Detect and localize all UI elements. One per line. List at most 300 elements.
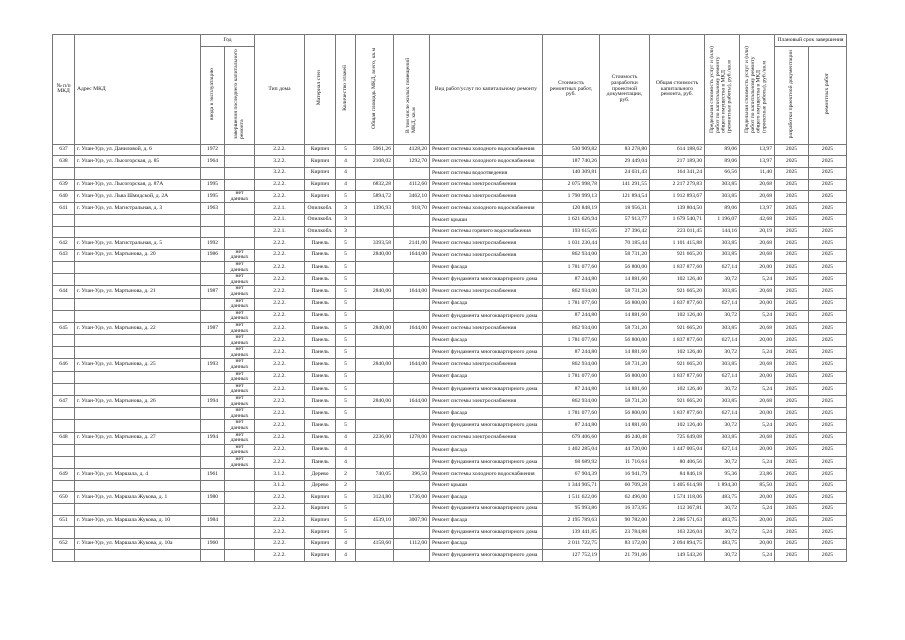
repair-cost-cell: 862 934,00 xyxy=(543,359,600,371)
year-commission-cell: 1993 xyxy=(201,359,225,371)
total-area-cell: 4539,10 xyxy=(356,515,394,527)
header-residential-area: В том числе жилых помещений МКД, кв.м xyxy=(394,35,430,145)
work-type-cell: Ремонт системы водоотведения xyxy=(430,168,543,180)
house-type-cell: 2.2.2. xyxy=(255,286,305,298)
limit-design-cell: 20,68 xyxy=(740,432,775,444)
design-cost-cell: 90 782,00 xyxy=(600,515,650,527)
total-area-cell: 2236,00 xyxy=(356,432,394,444)
total-area-cell: 2840,00 xyxy=(356,359,394,371)
year-last-repair-cell xyxy=(225,215,255,227)
work-type-cell: Ремонт системы холодного водоснабжения xyxy=(430,203,543,215)
work-type-cell: Ремонт фундамента многоквартирного дома xyxy=(430,527,543,539)
address-cell xyxy=(75,550,201,562)
address-cell: г. Улан-Удэ, ул. Маршала Жукова, д. 10а xyxy=(75,538,201,550)
residential-area-cell xyxy=(394,310,430,322)
header-deadline-works: ремонтных работ xyxy=(809,47,847,145)
year-last-repair-cell: нет данных xyxy=(225,261,255,273)
num-cell: 641 xyxy=(53,203,75,215)
table-row xyxy=(53,347,847,359)
num-cell: 651 xyxy=(53,515,75,527)
table-row xyxy=(53,286,847,298)
floors-cell: 2 xyxy=(336,480,356,492)
header-repair-cost: Стоимость ремонтных работ, руб. xyxy=(543,35,600,145)
year-last-repair-cell: нет данных xyxy=(225,396,255,408)
total-cost-cell: 1 837 877,60 xyxy=(650,408,705,420)
limit-repair-cell: 303,85 xyxy=(705,396,740,408)
limit-repair-cell: 483,75 xyxy=(705,515,740,527)
year-commission-cell: 1987 xyxy=(201,286,225,298)
year-commission-cell xyxy=(201,347,225,359)
address-cell: г. Улан-Удэ, ул. Лысогорская, д. 85 xyxy=(75,156,201,168)
deadline-works-cell: 2025 xyxy=(809,298,847,310)
num-cell: 638 xyxy=(53,156,75,168)
design-cost-cell: 21 791,06 xyxy=(600,550,650,562)
design-cost-cell: 58 731,20 xyxy=(600,249,650,261)
header-num: № п/п МКД xyxy=(53,35,75,145)
table-row xyxy=(53,469,847,481)
year-last-repair-cell xyxy=(225,179,255,191)
repair-cost-cell: 1 511 622,06 xyxy=(543,492,600,504)
floors-cell: 5 xyxy=(336,359,356,371)
deadline-design-cell: 2025 xyxy=(775,298,809,310)
work-type-cell: Ремонт фасада xyxy=(430,298,543,310)
year-commission-cell xyxy=(201,480,225,492)
house-type-cell: 2.2.2. xyxy=(255,261,305,273)
design-cost-cell: 56 800,00 xyxy=(600,335,650,347)
year-last-repair-cell xyxy=(225,527,255,539)
repair-cost-cell: 87 244,80 xyxy=(543,347,600,359)
table-row xyxy=(53,396,847,408)
work-type-cell: Ремонт фундамента многоквартирного дома xyxy=(430,383,543,395)
wall-material-cell: Кирпич xyxy=(305,179,336,191)
work-type-cell: Ремонт системы электроснабжения xyxy=(430,432,543,444)
total-cost-cell: 1 574 118,06 xyxy=(650,492,705,504)
deadline-design-cell: 2025 xyxy=(775,359,809,371)
deadline-works-cell: 2025 xyxy=(809,322,847,334)
limit-repair-cell: 30,72 xyxy=(705,310,740,322)
table-row xyxy=(53,480,847,492)
residential-area-cell: 1644,00 xyxy=(394,286,430,298)
limit-design-cell: 20,00 xyxy=(740,538,775,550)
residential-area-cell: 1644,00 xyxy=(394,322,430,334)
total-cost-cell: 2 217 279,83 xyxy=(650,179,705,191)
year-commission-cell xyxy=(201,408,225,420)
table-row xyxy=(53,444,847,456)
design-cost-cell: 29 449,04 xyxy=(600,156,650,168)
num-cell xyxy=(53,274,75,286)
address-cell: г. Улан-Удэ, ул. Мартынова, д. 20 xyxy=(75,249,201,261)
residential-area-cell xyxy=(394,298,430,310)
address-cell xyxy=(75,168,201,180)
total-cost-cell: 2 094 894,75 xyxy=(650,538,705,550)
num-cell xyxy=(53,456,75,468)
limit-design-cell: 20,19 xyxy=(740,226,775,238)
house-type-cell: 2.2.2. xyxy=(255,347,305,359)
work-type-cell: Ремонт фундамента многоквартирного дома xyxy=(430,420,543,432)
year-last-repair-cell: нет данных xyxy=(225,347,255,359)
deadline-design-cell: 2025 xyxy=(775,371,809,383)
house-type-cell: 2.2.2. xyxy=(255,310,305,322)
table-row xyxy=(53,310,847,322)
deadline-works-cell: 2025 xyxy=(809,238,847,250)
house-type-cell: 2.2.2. xyxy=(255,456,305,468)
total-area-cell xyxy=(356,261,394,273)
year-commission-cell xyxy=(201,456,225,468)
total-area-cell xyxy=(356,527,394,539)
limit-repair-cell: 627,14 xyxy=(705,371,740,383)
header-limit-design: Предельная стоимость услуг и (или) работ по капитальному ремонту общего имущества в МКД (проектные работы), руб./кв.м xyxy=(740,35,775,145)
total-cost-cell: 1 679 540,71 xyxy=(650,215,705,227)
total-cost-cell: 102 126,40 xyxy=(650,274,705,286)
year-last-repair-cell: нет данных xyxy=(225,432,255,444)
limit-repair-cell: 303,85 xyxy=(705,359,740,371)
repair-cost-cell: 1 402 285,04 xyxy=(543,444,600,456)
deadline-design-cell: 2025 xyxy=(775,408,809,420)
wall-material-cell: Кирпич xyxy=(305,144,336,156)
table-row xyxy=(53,432,847,444)
num-cell xyxy=(53,261,75,273)
floors-cell: 5 xyxy=(336,371,356,383)
limit-design-cell: 20,00 xyxy=(740,371,775,383)
total-area-cell: 2840,00 xyxy=(356,286,394,298)
total-area-cell xyxy=(356,226,394,238)
repair-cost-cell: 2 011 722,75 xyxy=(543,538,600,550)
table-row xyxy=(53,261,847,273)
year-last-repair-cell: нет данных xyxy=(225,383,255,395)
table-row xyxy=(53,383,847,395)
header-wall-material: Материал стен xyxy=(305,35,336,145)
year-commission-cell xyxy=(201,371,225,383)
house-type-cell: 3.2.2. xyxy=(255,156,305,168)
deadline-works-cell: 2025 xyxy=(809,408,847,420)
address-cell xyxy=(75,335,201,347)
total-area-cell xyxy=(356,274,394,286)
floors-cell: 5 xyxy=(336,298,356,310)
year-commission-cell: 1995 xyxy=(201,179,225,191)
total-cost-cell: 139 804,50 xyxy=(650,203,705,215)
wall-material-cell: Кирпич xyxy=(305,515,336,527)
house-type-cell: 3.1.2. xyxy=(255,469,305,481)
table-row xyxy=(53,515,847,527)
design-cost-cell: 141 291,55 xyxy=(600,179,650,191)
deadline-works-cell: 2025 xyxy=(809,179,847,191)
floors-cell: 5 xyxy=(336,347,356,359)
repair-cost-cell: 862 934,00 xyxy=(543,286,600,298)
address-cell: г. Улан-Удэ, ул. Лысогорская, д. 87А xyxy=(75,179,201,191)
house-type-cell: 2.2.2. xyxy=(255,144,305,156)
total-cost-cell: 102 126,40 xyxy=(650,347,705,359)
residential-area-cell xyxy=(394,550,430,562)
table-row xyxy=(53,420,847,432)
year-commission-cell: 1963 xyxy=(201,203,225,215)
year-commission-cell: 1984 xyxy=(201,515,225,527)
house-type-cell: 2.2.2. xyxy=(255,538,305,550)
header-year-last-repair: завершения последнего капитального ремонта xyxy=(225,47,255,145)
limit-design-cell: 20,68 xyxy=(740,286,775,298)
design-cost-cell: 46 240,48 xyxy=(600,432,650,444)
design-cost-cell: 56 800,00 xyxy=(600,298,650,310)
floors-cell: 4 xyxy=(336,179,356,191)
limit-design-cell: 5,24 xyxy=(740,383,775,395)
deadline-works-cell: 2025 xyxy=(809,191,847,203)
limit-repair-cell: 303,85 xyxy=(705,432,740,444)
total-cost-cell: 1 837 877,60 xyxy=(650,298,705,310)
work-type-cell: Ремонт фасада xyxy=(430,408,543,420)
residential-area-cell xyxy=(394,480,430,492)
address-cell xyxy=(75,298,201,310)
limit-design-cell: 20,00 xyxy=(740,298,775,310)
deadline-works-cell: 2025 xyxy=(809,215,847,227)
address-cell: г. Улан-Удэ, ул. Маршала Жукова, д. 10 xyxy=(75,515,201,527)
repair-cost-cell: 862 934,00 xyxy=(543,322,600,334)
floors-cell: 4 xyxy=(336,538,356,550)
floors-cell: 2 xyxy=(336,469,356,481)
residential-area-cell xyxy=(394,444,430,456)
floors-cell: 5 xyxy=(336,261,356,273)
design-cost-cell: 14 881,60 xyxy=(600,383,650,395)
year-last-repair-cell xyxy=(225,203,255,215)
residential-area-cell: 1644,00 xyxy=(394,396,430,408)
year-commission-cell: 1960 xyxy=(201,538,225,550)
num-cell: 643 xyxy=(53,249,75,261)
wall-material-cell: Панель xyxy=(305,347,336,359)
residential-area-cell xyxy=(394,408,430,420)
floors-cell: 5 xyxy=(336,503,356,515)
num-cell xyxy=(53,550,75,562)
total-cost-cell: 149 543,26 xyxy=(650,550,705,562)
total-area-cell xyxy=(356,480,394,492)
limit-design-cell: 20,68 xyxy=(740,238,775,250)
address-cell: г. Улан-Удэ, ул. Магистральная, д. 3 xyxy=(75,203,201,215)
work-type-cell: Ремонт фасада xyxy=(430,444,543,456)
year-last-repair-cell xyxy=(225,144,255,156)
year-last-repair-cell: нет данных xyxy=(225,408,255,420)
total-area-cell: 6832,28 xyxy=(356,179,394,191)
limit-design-cell: 20,68 xyxy=(740,322,775,334)
repair-cost-cell: 1 781 077,60 xyxy=(543,298,600,310)
deadline-works-cell: 2025 xyxy=(809,432,847,444)
table-row xyxy=(53,274,847,286)
total-cost-cell: 1 837 877,60 xyxy=(650,371,705,383)
table-row xyxy=(53,322,847,334)
deadline-design-cell: 2025 xyxy=(775,191,809,203)
limit-repair-cell: 483,75 xyxy=(705,538,740,550)
total-cost-cell: 80 406,56 xyxy=(650,456,705,468)
total-area-cell xyxy=(356,550,394,562)
total-area-cell: 3393,58 xyxy=(356,238,394,250)
limit-repair-cell: 303,85 xyxy=(705,238,740,250)
year-commission-cell xyxy=(201,298,225,310)
limit-repair-cell: 30,72 xyxy=(705,274,740,286)
year-commission-cell: 1992 xyxy=(201,238,225,250)
work-type-cell: Ремонт крыши xyxy=(430,480,543,492)
limit-design-cell: 20,00 xyxy=(740,335,775,347)
wall-material-cell: Кирпич xyxy=(305,168,336,180)
floors-cell: 5 xyxy=(336,527,356,539)
wall-material-cell: Дерево xyxy=(305,480,336,492)
limit-repair-cell: 95,36 xyxy=(705,469,740,481)
house-type-cell: 2.2.2. xyxy=(255,527,305,539)
wall-material-cell: Панель xyxy=(305,371,336,383)
num-cell xyxy=(53,310,75,322)
limit-repair-cell: 483,75 xyxy=(705,492,740,504)
floors-cell: 4 xyxy=(336,456,356,468)
design-cost-cell: 58 731,20 xyxy=(600,359,650,371)
deadline-design-cell: 2025 xyxy=(775,310,809,322)
house-type-cell: 2.2.2. xyxy=(255,335,305,347)
design-cost-cell: 14 881,60 xyxy=(600,274,650,286)
floors-cell: 5 xyxy=(336,286,356,298)
wall-material-cell: Кирпич xyxy=(305,538,336,550)
header-deadline-group: Плановый срок завершения xyxy=(775,35,847,47)
limit-design-cell: 85,50 xyxy=(740,480,775,492)
wall-material-cell: Панель xyxy=(305,310,336,322)
limit-repair-cell: 627,14 xyxy=(705,408,740,420)
residential-area-cell: 1278,00 xyxy=(394,432,430,444)
work-type-cell: Ремонт системы электроснабжения xyxy=(430,191,543,203)
design-cost-cell: 83 278,80 xyxy=(600,144,650,156)
deadline-design-cell: 2025 xyxy=(775,144,809,156)
table-row xyxy=(53,238,847,250)
num-cell: 652 xyxy=(53,538,75,550)
address-cell xyxy=(75,527,201,539)
num-cell xyxy=(53,347,75,359)
floors-cell: 4 xyxy=(336,156,356,168)
year-last-repair-cell: нет данных xyxy=(225,444,255,456)
total-area-cell: 2108,02 xyxy=(356,156,394,168)
deadline-design-cell: 2025 xyxy=(775,480,809,492)
year-commission-cell: 1994 xyxy=(201,396,225,408)
wall-material-cell: Панель xyxy=(305,420,336,432)
deadline-design-cell: 2025 xyxy=(775,383,809,395)
num-cell xyxy=(53,444,75,456)
num-cell: 646 xyxy=(53,359,75,371)
wall-material-cell: Панель xyxy=(305,238,336,250)
deadline-design-cell: 2025 xyxy=(775,249,809,261)
repair-cost-cell: 95 993,86 xyxy=(543,503,600,515)
total-area-cell: 3124,80 xyxy=(356,492,394,504)
year-last-repair-cell: нет данных xyxy=(225,274,255,286)
deadline-design-cell: 2025 xyxy=(775,335,809,347)
year-last-repair-cell xyxy=(225,492,255,504)
deadline-works-cell: 2025 xyxy=(809,274,847,286)
limit-repair-cell: 89,06 xyxy=(705,203,740,215)
design-cost-cell: 14 881,60 xyxy=(600,420,650,432)
year-last-repair-cell xyxy=(225,469,255,481)
deadline-works-cell: 2025 xyxy=(809,492,847,504)
table-row xyxy=(53,191,847,203)
house-type-cell: 2.2.2. xyxy=(255,238,305,250)
total-area-cell xyxy=(356,408,394,420)
limit-design-cell: 5,24 xyxy=(740,274,775,286)
deadline-design-cell: 2025 xyxy=(775,538,809,550)
total-cost-cell: 725 649,08 xyxy=(650,432,705,444)
deadline-design-cell: 2025 xyxy=(775,515,809,527)
total-area-cell xyxy=(356,335,394,347)
repair-cost-cell: 2 075 998,78 xyxy=(543,179,600,191)
work-type-cell: Ремонт системы электроснабжения xyxy=(430,286,543,298)
address-cell: г. Улан-Удэ, ул. Мартынова, д. 21 xyxy=(75,286,201,298)
repair-cost-cell: 87 244,80 xyxy=(543,310,600,322)
total-area-cell: 2840,00 xyxy=(356,396,394,408)
residential-area-cell xyxy=(394,527,430,539)
year-commission-cell xyxy=(201,168,225,180)
header-work-type: Вид работ/услуг по капитальному ремонту xyxy=(430,35,543,145)
residential-area-cell: 1292,70 xyxy=(394,156,430,168)
house-type-cell: 2.2.2. xyxy=(255,298,305,310)
repair-cost-cell: 1 344 905,71 xyxy=(543,480,600,492)
year-commission-cell: 1994 xyxy=(201,432,225,444)
floors-cell: 5 xyxy=(336,420,356,432)
address-cell xyxy=(75,310,201,322)
total-area-cell xyxy=(356,503,394,515)
header-design-cost: Стоимость разработки проектной документации, руб. xyxy=(600,35,650,145)
num-cell xyxy=(53,335,75,347)
num-cell xyxy=(53,371,75,383)
repair-cost-cell: 87 244,80 xyxy=(543,383,600,395)
limit-design-cell: 13,97 xyxy=(740,156,775,168)
design-cost-cell: 60 709,28 xyxy=(600,480,650,492)
header-total-cost: Общая стоимость капитального ремонта, руб. xyxy=(650,35,705,145)
limit-design-cell: 5,24 xyxy=(740,347,775,359)
deadline-works-cell: 2025 xyxy=(809,396,847,408)
work-type-cell: Ремонт системы электроснабжения xyxy=(430,179,543,191)
residential-area-cell xyxy=(394,383,430,395)
limit-design-cell: 5,24 xyxy=(740,310,775,322)
total-cost-cell: 1 405 614,98 xyxy=(650,480,705,492)
total-cost-cell: 921 665,20 xyxy=(650,286,705,298)
deadline-works-cell: 2025 xyxy=(809,347,847,359)
deadline-design-cell: 2025 xyxy=(775,503,809,515)
wall-material-cell: Панель xyxy=(305,249,336,261)
total-cost-cell: 1 101 415,88 xyxy=(650,238,705,250)
year-last-repair-cell: нет данных xyxy=(225,322,255,334)
table-row xyxy=(53,226,847,238)
year-commission-cell xyxy=(201,335,225,347)
residential-area-cell xyxy=(394,335,430,347)
num-cell: 647 xyxy=(53,396,75,408)
limit-design-cell: 5,24 xyxy=(740,550,775,562)
total-cost-cell: 102 126,40 xyxy=(650,310,705,322)
house-type-cell: 2.2.2. xyxy=(255,492,305,504)
table-row xyxy=(53,371,847,383)
house-type-cell: 2.2.2. xyxy=(255,432,305,444)
total-area-cell xyxy=(356,215,394,227)
total-area-cell: 740,05 xyxy=(356,469,394,481)
deadline-design-cell: 2025 xyxy=(775,168,809,180)
repair-cost-cell: 187 740,26 xyxy=(543,156,600,168)
limit-design-cell: 11,40 xyxy=(740,168,775,180)
limit-repair-cell: 30,72 xyxy=(705,420,740,432)
repair-cost-cell: 120 848,19 xyxy=(543,203,600,215)
floors-cell: 4 xyxy=(336,432,356,444)
work-type-cell: Ремонт системы горячего водоснабжения xyxy=(430,226,543,238)
wall-material-cell: Панель xyxy=(305,298,336,310)
floors-cell: 3 xyxy=(336,226,356,238)
year-commission-cell xyxy=(201,550,225,562)
table-row xyxy=(53,550,847,562)
address-cell: г. Улан-Удэ, ул. Маршала Жукова, д. 1 xyxy=(75,492,201,504)
address-cell xyxy=(75,371,201,383)
residential-area-cell: 396,50 xyxy=(394,469,430,481)
num-cell: 637 xyxy=(53,144,75,156)
deadline-design-cell: 2025 xyxy=(775,322,809,334)
num-cell xyxy=(53,480,75,492)
year-commission-cell: 1987 xyxy=(201,322,225,334)
floors-cell: 5 xyxy=(336,191,356,203)
wall-material-cell: Панель xyxy=(305,274,336,286)
limit-design-cell: 5,24 xyxy=(740,420,775,432)
